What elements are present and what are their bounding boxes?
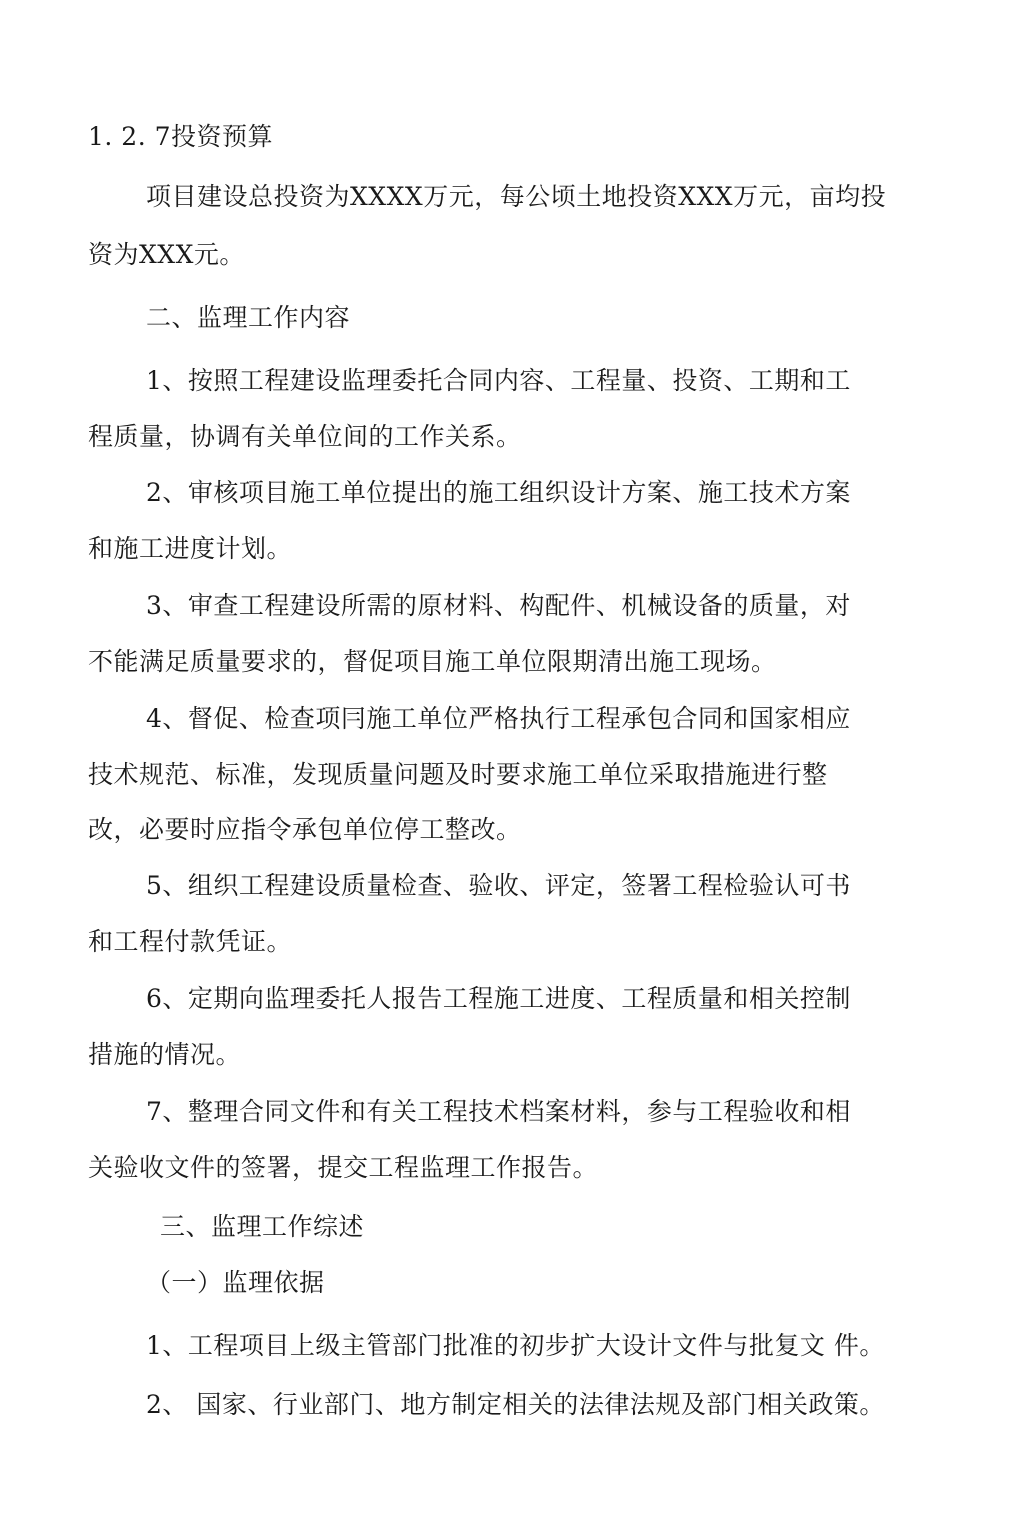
item3-line1: 3、审查工程建设所需的原材料、构配件、机械设备的质量，对 bbox=[146, 591, 851, 620]
item4-line1: 4、督促、检查项冃施工单位严格执行工程承包合同和国家相应 bbox=[146, 704, 851, 733]
part3-heading: 三、监理工作综述 bbox=[160, 1212, 365, 1241]
item1-line1: 1、按照工程建设监理委托合同内容、工程量、投资、工期和工 bbox=[146, 366, 851, 395]
item7-line2: 关验收文件的签署，提交工程监理工作报告。 bbox=[88, 1153, 599, 1182]
budget-line-2: 资为XXX元。 bbox=[88, 240, 245, 269]
budget-line-1: 项目建设总投资为XXXX万元，每公顷土地投资XXX万元，亩均投 bbox=[146, 182, 887, 211]
item5-line2: 和工程付款凭证。 bbox=[88, 927, 293, 956]
item6-line2: 措施的情况。 bbox=[88, 1040, 242, 1069]
item5-line1: 5、组织工程建设质量检查、验收、评定，签署工程检验认可书 bbox=[146, 871, 851, 900]
item3-line2: 不能满足质量要求的，督促项目施工单位限期清出施工现场。 bbox=[88, 647, 777, 676]
item2-line1: 2、审核项目施工单位提出的施工组织设计方案、施工技术方案 bbox=[146, 478, 851, 507]
part2-heading: 二、监理工作内容 bbox=[146, 303, 351, 332]
item4-line3: 改，必要时应指令承包单位停工整改。 bbox=[88, 815, 522, 844]
basis-item-1: 1、工程项目上级主管部门批准的初步扩大设计文件与批复文 件。 bbox=[146, 1331, 885, 1360]
basis-item-2: 2、 国家、行业部门、地方制定相关的法律法规及部门相关政策。 bbox=[146, 1390, 885, 1419]
item1-line2: 程质量，协调有关单位间的工作关系。 bbox=[88, 422, 522, 451]
item6-line1: 6、定期向监理委托人报告工程施工进度、工程质量和相关控制 bbox=[146, 984, 851, 1013]
item4-line2: 技术规范、标准，发现质量问题及时要求施工单位采取措施进行整 bbox=[88, 760, 828, 789]
subsection1-heading: （一）监理依据 bbox=[146, 1268, 325, 1297]
item7-line1: 7、整理合同文件和有关工程技术档案材料，参与工程验收和相 bbox=[146, 1097, 851, 1126]
item2-line2: 和施工进度计划。 bbox=[88, 534, 293, 563]
section-heading: 1. 2. 7投资预算 bbox=[88, 122, 274, 151]
